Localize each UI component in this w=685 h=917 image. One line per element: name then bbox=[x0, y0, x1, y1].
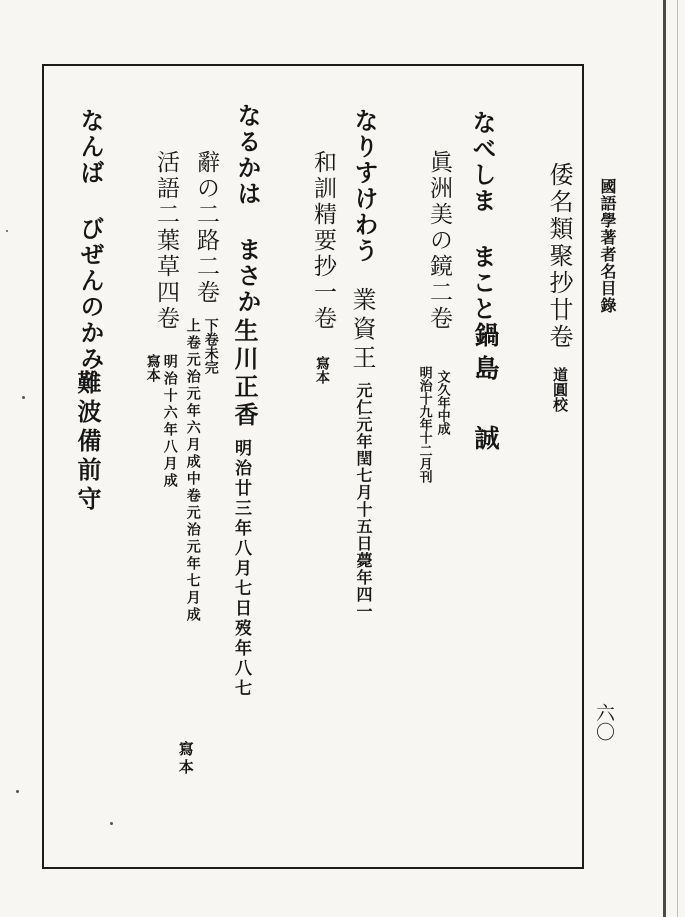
entry-1-note-1: 文久年中成 bbox=[434, 370, 450, 435]
entry-3-note-2: 上卷元治元年六月成中卷元治元年七月成 bbox=[184, 318, 201, 624]
entry-5-author-reading: なんば びぜんのかみ bbox=[76, 108, 104, 372]
entry-1-note-2: 明治十九年十二月刊 bbox=[416, 366, 432, 483]
entry-1-author-reading: なべしま まこと bbox=[468, 110, 496, 322]
scan-speck bbox=[6, 230, 8, 232]
entry-3-note-end: 寫本 bbox=[176, 741, 195, 777]
entry-1-author: 鍋島 誠 bbox=[471, 322, 500, 458]
entry-2-author-reading: なりすけわう bbox=[350, 108, 378, 264]
entry-1-work: 眞洲美の鏡二卷 bbox=[426, 150, 452, 332]
entry-3-dates: 明治廿三年八月七日歿年八七 bbox=[231, 439, 251, 699]
entry-2-author: 業資王 bbox=[348, 287, 376, 374]
entry-5-author: 難波備前守 bbox=[73, 370, 102, 515]
page-number: 六〇 bbox=[593, 703, 615, 741]
entry-4-note-1: 明治十六年八月成 bbox=[161, 354, 178, 490]
page-edge-line-faint bbox=[677, 0, 678, 917]
entry-3-author-reading: なるかは まさか bbox=[233, 103, 261, 315]
entry-4-work: 活語二葉草四卷 bbox=[153, 150, 179, 332]
entry-0-note: 道圓校 bbox=[551, 367, 569, 412]
entry-3-note-1: 下卷未完 bbox=[202, 318, 219, 374]
page-edge-line bbox=[663, 0, 666, 917]
entry-0-title: 倭名類聚抄廿卷 bbox=[545, 162, 573, 351]
scan-speck bbox=[110, 822, 113, 825]
entry-2-work: 和訓精要抄一卷 bbox=[310, 150, 336, 332]
entry-2-dates: 元仁元年閏七月十五日薨年四一 bbox=[354, 382, 373, 620]
entry-3-author: 生川正香 bbox=[230, 318, 259, 430]
entry-4-note-2: 寫本 bbox=[144, 354, 161, 382]
scan-speck bbox=[16, 790, 19, 793]
scan-speck bbox=[22, 396, 25, 399]
running-title: 國語學著者名目錄 bbox=[598, 178, 617, 314]
entry-3-work: 辭の二路二卷 bbox=[193, 150, 219, 306]
entry-2-note: 寫本 bbox=[314, 356, 330, 384]
